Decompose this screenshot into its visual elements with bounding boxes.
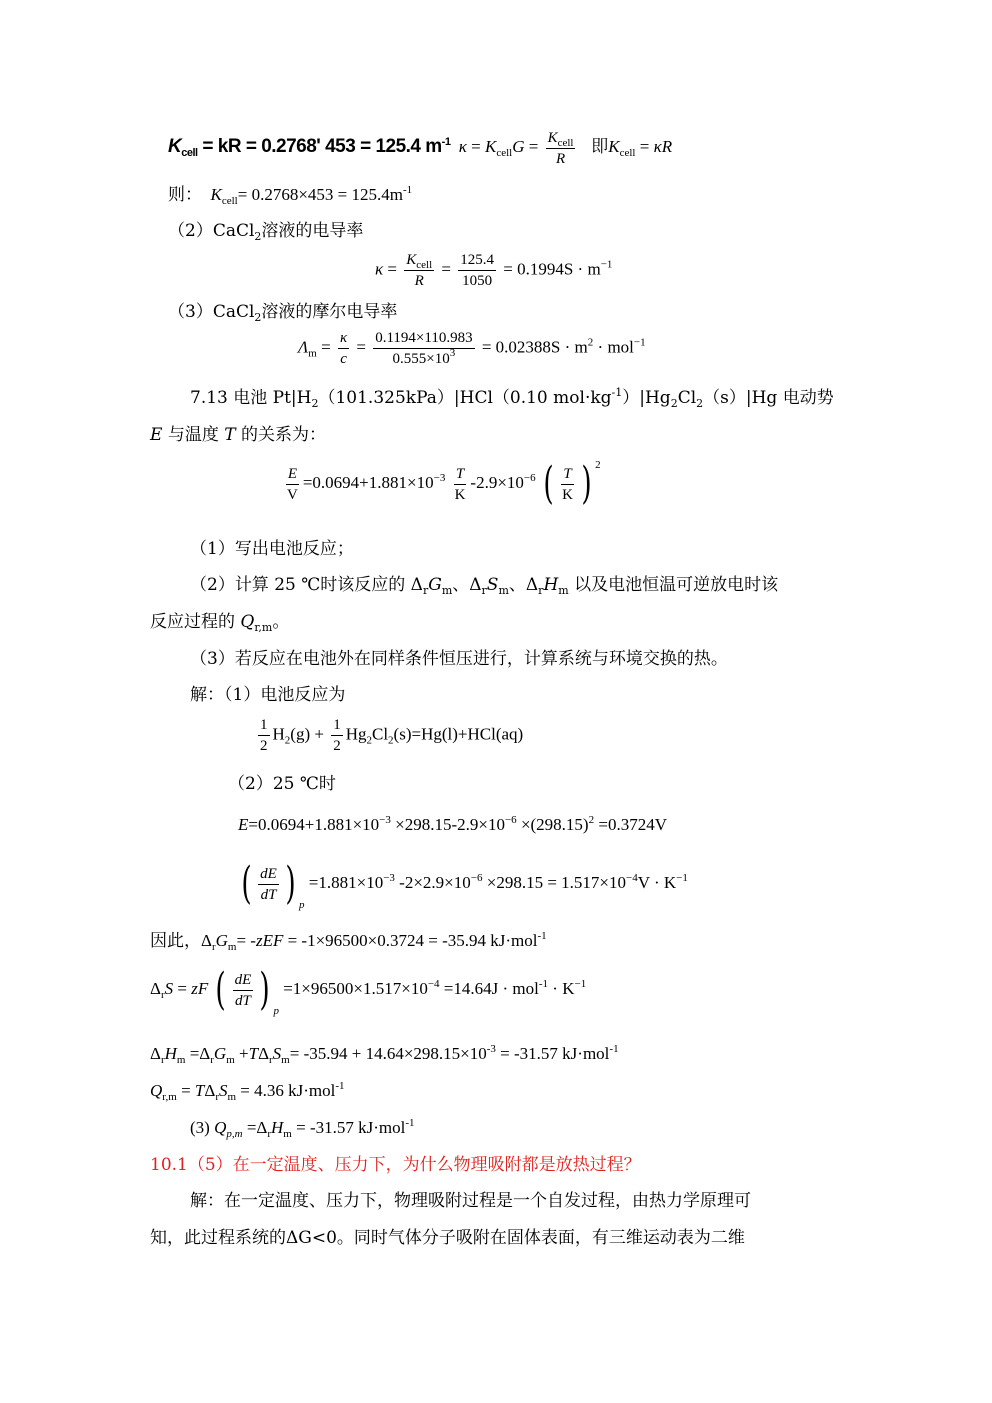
molar-conductivity-equation: $\Lambda_m$ = $\frac{\kappa}{c}$ = $\frac{0.1194\times 110.983}{0.555\times 10^3}$ = $0.02388S \cdot m^2 \cdot mol^{-1}$ [298,330,646,367]
problem-7-13: 7.13 电池 $Pt|H_2(101.325kPa)|HCl(0.10$ $mol\cdot kg^{-1})|Hg_2Cl_2(s)|Hg$ 电动势 [190,386,834,410]
conductivity-equation: κ = $K_{cell}$ R = $\frac{125.4}{1050}$ = $0.1994S \cdot m^{-1}$ [375,252,613,289]
question-10-1: 10.1（5）在一定温度、压力下，为什么物理吸附都是放热过程？ [150,1155,641,1175]
kcell-bold-formula: $K_{cell}$ = kR = 0.2768' 453 = 125.4 $m^{-1}$ [168,136,451,160]
problem-7-13-cont: E 与温度 T 的关系为： [150,425,326,445]
section-molar-conductivity: （3）CaCl$_2$溶液的摩尔电导率 [168,302,398,324]
section-conductivity: （2）CaCl$_2$溶液的电导率 [168,221,364,243]
question-2-cont: 反应过程的 $Q_{r,m}$。 [150,612,290,634]
gibbs-energy-result: 因此，$\Delta_rG_m= -zEF = -1\times 96500\times 0.3724 = -35.94$ kJ·mol$^{-1}$ [150,930,547,953]
enthalpy-result: $\Delta_rH_m =\Delta_rG_m +T\Delta_rS_m= -35.94 + 14.64\times 298.15\times 10^{-3} = -31.57$ kJ·mol$^{-1}$ [150,1043,619,1066]
solution-heading: 解：（1）电池反应为 [190,685,346,705]
temperature-coefficient: ( $\frac{dE}{dT}$ ) $_p =1.881\times 10^{-3}$ $-2\times 2.9\times 10^{-6} \times 298.15 = 1.517\times 10^{-4}V \cdot K^{-1}$ [241,858,688,911]
emf-temperature-equation: $\frac{E}{V}$ $=0.0694+1.881\times 10^{-3}$ $\frac{T}{K}$ $-2.9\times 10^{-6}$ ( $\frac{T}{K}$ ) $^2$ [287,458,601,509]
reversible-heat-result: $Q_{r,m} = T\Delta_rS_m = 4.36$ kJ·mol$^{-1}$ [150,1080,345,1103]
entropy-result: $\Delta_rS$ = zF ( $\frac{dE}{dT}$ ) $_p =1\times 96500\times 1.517\times 10^{-4} =14.64J \cdot mol^{-1} \cdot K^{-1}$ [150,964,587,1017]
answer-10-1: 解：在一定温度、压力下，物理吸附过程是一个自发过程，由热力学原理可 [190,1191,751,1211]
at-25c: （2）25 ℃时 [228,774,336,794]
constant-pressure-heat: (3) $Q_{p,m} =\Delta_rH_m = -31.57$ kJ·mol$^{-1}$ [190,1117,415,1140]
kcell-result: 则： $K_{cell}= 0.2768\times 453 = 125.4m^{-1}$ [168,184,413,207]
question-2: （2）计算 25 ℃时该反应的 $\Delta_rG_m$、$\Delta_rS_m$、$\Delta_rH_m$ 以及电池恒温可逆放电时该 [190,575,779,597]
question-1: （1）写出电池反应； [190,539,354,559]
question-3: （3）若反应在电池外在同样条件恒压进行，计算系统与环境交换的热。 [190,649,728,669]
kcell-equation: $K_{cell}$ = kR = 0.2768' 453 = 125.4 $m^{-1}$ $\kappa = K_{cell}G$ = $K_{cell}$ R 即$K_{cell} = \kappa R$ [168,130,673,167]
cell-reaction-equation: $\frac{1}{2}$ $H_2(g)$ + $\frac{1}{2}$ $Hg_2Cl_2(s)=Hg(l)+HCl(aq)$ [260,717,524,754]
emf-at-25c: $E=0.0694+1.881\times 10^{-3} \times 298.15-2.9\times 10^{-6} \times(298.15)^2 =0.3724V$ [238,814,667,834]
answer-10-1-cont: 知，此过程系统的ΔG<0。同时气体分子吸附在固体表面，有三维运动表为二维 [150,1228,745,1248]
